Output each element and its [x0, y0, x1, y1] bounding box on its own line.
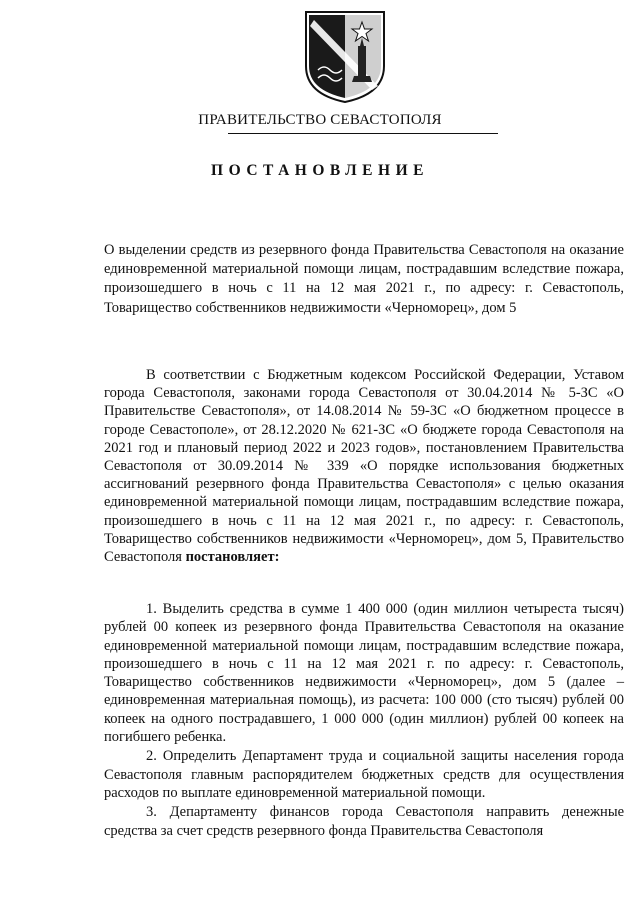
decree-item-2: 2. Определить Департамент труда и социальной защиты населения города Севастополя главным распорядителем бюджетных средств для осуществления расходов по выплате единовременной материальной помощи.	[104, 748, 624, 801]
decree-word: постановляет:	[185, 549, 280, 566]
decree-items-list	[104, 600, 624, 841]
preamble-text: В соответствии с Бюджетным кодексом Российской Федерации, Уставом города Севастополя, законами города Севастополя от 30.04.2014 № 5-ЗС «О Правительстве Севастополя», от 14.08.2014 № 59-ЗС «О бюджетном процессе в городе Севастополе», от 28.12.2020 № 621-ЗС «О бюджете города Севастополя на 2021 год и плановый период 2022 и 2023 годов», постановлением Правительства Севастополя от 30.09.2014 № 339 «О порядке использования бюджетных ассигнований резервного фонда Правительства Севастополя» с целью оказания единовременной материальной помощи лицам, пострадавшим вследствие пожара, произошедшего в ночь с 11 на 12 мая 2021 г., по адресу: г. Севастополь, Товарищество собственников недвижимости «Черноморец», дом 5, Правительство Севастополя	[104, 367, 624, 566]
decree-item-1: 1. Выделить средства в сумме 1 400 000 (один миллион четыреста тысяч) рублей 00 копеек из резервного фонда Правительства Севастополя на оказание единовременной материальной помощи лицам, пострадавшим вследствие пожара, произошедшего в ночь с 11 на 12 мая 2021 г. по адресу: г. Севастополь, Товарищество собственников недвижимости «Черноморец», дом 5 (далее – единовременная материальная помощь), из расчета: 100 000 (сто тысяч) рублей 00 копеек на одного пострадавшего, 1 000 000 (один миллион) рублей 00 копеек на погибшего ребенка.	[104, 601, 624, 746]
decree-item-3: 3. Департаменту финансов города Севастополя направить денежные средства за счет средств резервного фонда Правительства Севастополя	[104, 804, 624, 839]
document-subject: О выделении средств из резервного фонда Правительства Севастополя на оказание единовременной материальной помощи лицам, пострадавшим вследствие пожара, произошедшего в ночь с 11 на 12 мая 2021 г., по адресу: г. Севастополь, Товарищество собственников недвижимости «Черноморец», дом 5	[104, 242, 624, 316]
preamble-paragraph	[104, 366, 624, 566]
title-underline	[228, 133, 498, 134]
government-title: ПРАВИТЕЛЬСТВО СЕВАСТОПОЛЯ	[198, 112, 442, 128]
document-type-heading: ПОСТАНОВЛЕНИЕ	[211, 162, 429, 179]
sevastopol-coat-of-arms-emblem	[300, 8, 390, 104]
